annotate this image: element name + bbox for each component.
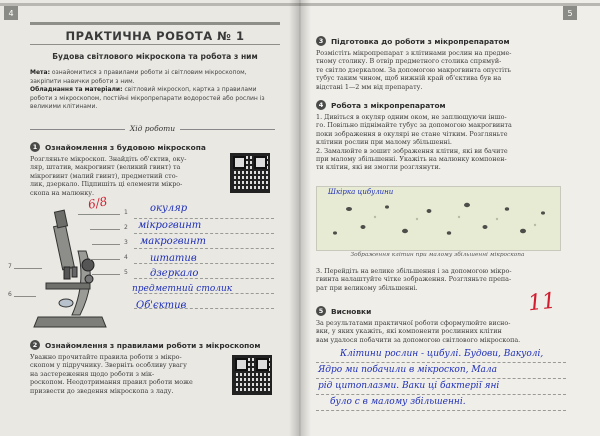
page-title: ПРАКТИЧНА РОБОТА № 1 (65, 29, 245, 43)
pointer-line-1 (78, 214, 120, 215)
s2-line-3: на застереження щодо роботи з мік- (30, 369, 155, 378)
s1-line-4: лик, дзеркало. Підпишіть ці елементи мікро- (30, 180, 183, 189)
section-5-number: 5 (316, 306, 326, 316)
handwritten-answer-2: мікрогвинт (138, 220, 202, 231)
equipment-label: Обладнання та матеріали: (30, 86, 123, 94)
qr-code-1 (230, 153, 270, 193)
s2-line-5: призвести до зведення мікроскопа з ладу. (30, 386, 174, 395)
pointer-line-2 (90, 229, 120, 230)
section-5-text (316, 319, 566, 344)
handwritten-answer-4: штатив (150, 253, 197, 264)
conclusion-handwritten-2: Ядро ми побачили в мікроскоп, Мала (318, 365, 498, 375)
s4-line-5: 2. Замалюйте в зошит зображення клітин, які ви бачите (316, 146, 508, 155)
pointer-line-6 (14, 296, 36, 297)
page-number-right: 5 (563, 6, 577, 20)
cell-drawing (317, 187, 560, 250)
right-page (300, 0, 600, 436)
s4-step3-line-3: рат при великому збільшенні. (316, 283, 418, 292)
s4-line-7: ти клітин, які ви змогли розглянути. (316, 163, 441, 172)
handwritten-answer-3: макрогвинт (140, 236, 207, 247)
answer-line-1 (134, 218, 274, 219)
label-7: 7 (8, 263, 12, 270)
work-subtitle: Будова світлового мікроскопа та робота з ним (52, 52, 258, 61)
conclusion-line-1 (316, 362, 566, 363)
title-rule-top (30, 22, 280, 25)
pointer-line-5 (92, 274, 120, 275)
label-1: 1 (124, 209, 128, 216)
pointer-line-3 (92, 244, 120, 245)
s3-line-4: тубус таким чином, щоб нижній край об'єктива був на (316, 74, 502, 83)
conclusion-line-2 (316, 378, 566, 379)
label-3: 3 (124, 239, 128, 246)
s4-line-6: при малому збільшенні. Укажіть на малюнку компонен- (316, 155, 507, 164)
section-2-title: Ознайомлення з правилами роботи з мікроскопом (45, 340, 261, 350)
answer-line-3 (134, 248, 274, 249)
label-2: 2 (124, 224, 128, 231)
section-2-heading (30, 340, 260, 350)
title-rule-bottom (30, 44, 280, 45)
cell-drawing-caption: Зображення клітин при малому збільшенні мікроскопа (350, 252, 525, 258)
s2-line-1: Уважно прочитайте правила роботи з мікро- (30, 353, 182, 361)
page-number-left: 4 (4, 6, 18, 20)
header-bar (0, 3, 300, 6)
section-5-title: Висновки (331, 306, 372, 316)
red-grade-mark-left: 6/8 (86, 194, 109, 212)
handwritten-answer-6: предметний столик (132, 284, 233, 294)
goal-label: Мета: (30, 69, 50, 76)
s3-line-3: те світло дзеркалом. За допомогою макрогвинта опустіть (316, 65, 511, 74)
section-3-title: Підготовка до роботи з мікропрепаратом (331, 36, 510, 46)
specimen-handwritten-label: Шкірка цибулини (328, 188, 394, 196)
section-5-heading (316, 306, 371, 316)
section-4-heading (316, 100, 446, 110)
section-4-number: 4 (316, 100, 326, 110)
section-3-number: 3 (316, 36, 326, 46)
handwritten-answer-7: Об'єктив (136, 300, 187, 311)
pointer-line-4 (90, 259, 120, 260)
s1-line-2: ляр, штатив, макрогвинт (великий гвинт) та (30, 163, 181, 172)
section-3-heading (316, 36, 510, 46)
section-3-text (316, 49, 566, 91)
s5-line-3: вам удалося побачити за допомогою світлового мікроскопа. (316, 335, 521, 344)
handwritten-answer-5: дзеркало (150, 268, 199, 279)
header-bar-right (300, 3, 600, 6)
s4-line-1: 1. Дивіться в окуляр одним оком, не заплющуючи іншо- (316, 113, 507, 121)
s4-line-4: клітини рослин при малому збільшенні. (316, 138, 452, 147)
s4-line-2: го. Повільно піднімайте тубус за допомогою макрогвинта (316, 121, 512, 130)
pointer-line-7 (14, 268, 42, 269)
s3-line-5: відстані 1—2 мм від препарату. (316, 82, 423, 91)
answer-line-2 (134, 233, 274, 234)
label-4: 4 (124, 254, 128, 261)
handwritten-answer-1: окуляр (150, 203, 188, 214)
section-1-heading (30, 142, 206, 152)
section-2-number: 2 (30, 340, 40, 350)
conclusion-line-3 (316, 394, 566, 395)
conclusion-handwritten-1: Клітини рослин - цибулі. Будови, Вакуолі, (340, 349, 544, 359)
microscope-illustration (32, 205, 124, 333)
s1-line-5: скопа на малюнку. (30, 188, 95, 197)
section-4-text (316, 113, 566, 172)
label-6: 6 (8, 291, 12, 298)
s4-line-3: поки зображення в окулярі не стане чітким. Розгляньте (316, 129, 508, 138)
conclusion-line-4 (316, 410, 566, 411)
section-1-number: 1 (30, 142, 40, 152)
conclusion-handwritten-3: рід цитоплазми. Ваки ці бактерії яні (318, 381, 500, 391)
qr-code-2 (232, 355, 272, 395)
goal-text: ознайомитися з правилами роботи зі світловим мікроскопом, закріпити навички роботи з ним. (30, 69, 247, 85)
section-2-text (30, 353, 230, 395)
s5-line-1: За результатами практичної роботи сформулюйте висно- (316, 319, 511, 327)
section-1-title: Ознайомлення з будовою мікроскопа (45, 142, 206, 152)
s1-line-3: мікрогвинт (малий гвинт), предметний сто- (30, 171, 178, 180)
section-4-title: Робота з мікропрепаратом (331, 100, 446, 110)
s1-line-1: Розгляньте мікроскоп. Знайдіть об'єктив, оку- (30, 155, 187, 163)
s2-line-2: скопом у підручнику. Зверніть особливу увагу (30, 361, 187, 370)
meta-block (30, 69, 275, 112)
section-1-text (30, 155, 230, 197)
label-5: 5 (124, 269, 128, 276)
s4-step3-line-1: 3. Перейдіть на велике збільшення і за допомогою мікро- (316, 267, 512, 275)
section-4-step3 (316, 267, 566, 292)
conclusion-handwritten-4: було с в малому збільшенні. (330, 397, 466, 407)
work-heading: Хід роботи (30, 124, 275, 134)
s4-step3-line-2: гвинта налаштуйте чітке зображення. Розгляньте препа- (316, 275, 512, 284)
red-grade-mark-right: 11 (526, 288, 558, 317)
s2-line-4: роскопом. Неодотримання правил роботи може (30, 378, 193, 387)
s3-line-1: Розмістіть мікропрепарат з клітинами рослин на предме- (316, 49, 512, 57)
s5-line-2: вки, у яких укажіть, які компоненти рослинних клітин (316, 327, 502, 336)
s3-line-2: тному столику. В отвір предметного столика спрямуй- (316, 57, 502, 66)
equipment-text: світловий мікроскоп, картка з правилами роботи з мікроскопом, постійні мікропрепарати водоростей або рослин із великими клітинами. (30, 86, 265, 111)
